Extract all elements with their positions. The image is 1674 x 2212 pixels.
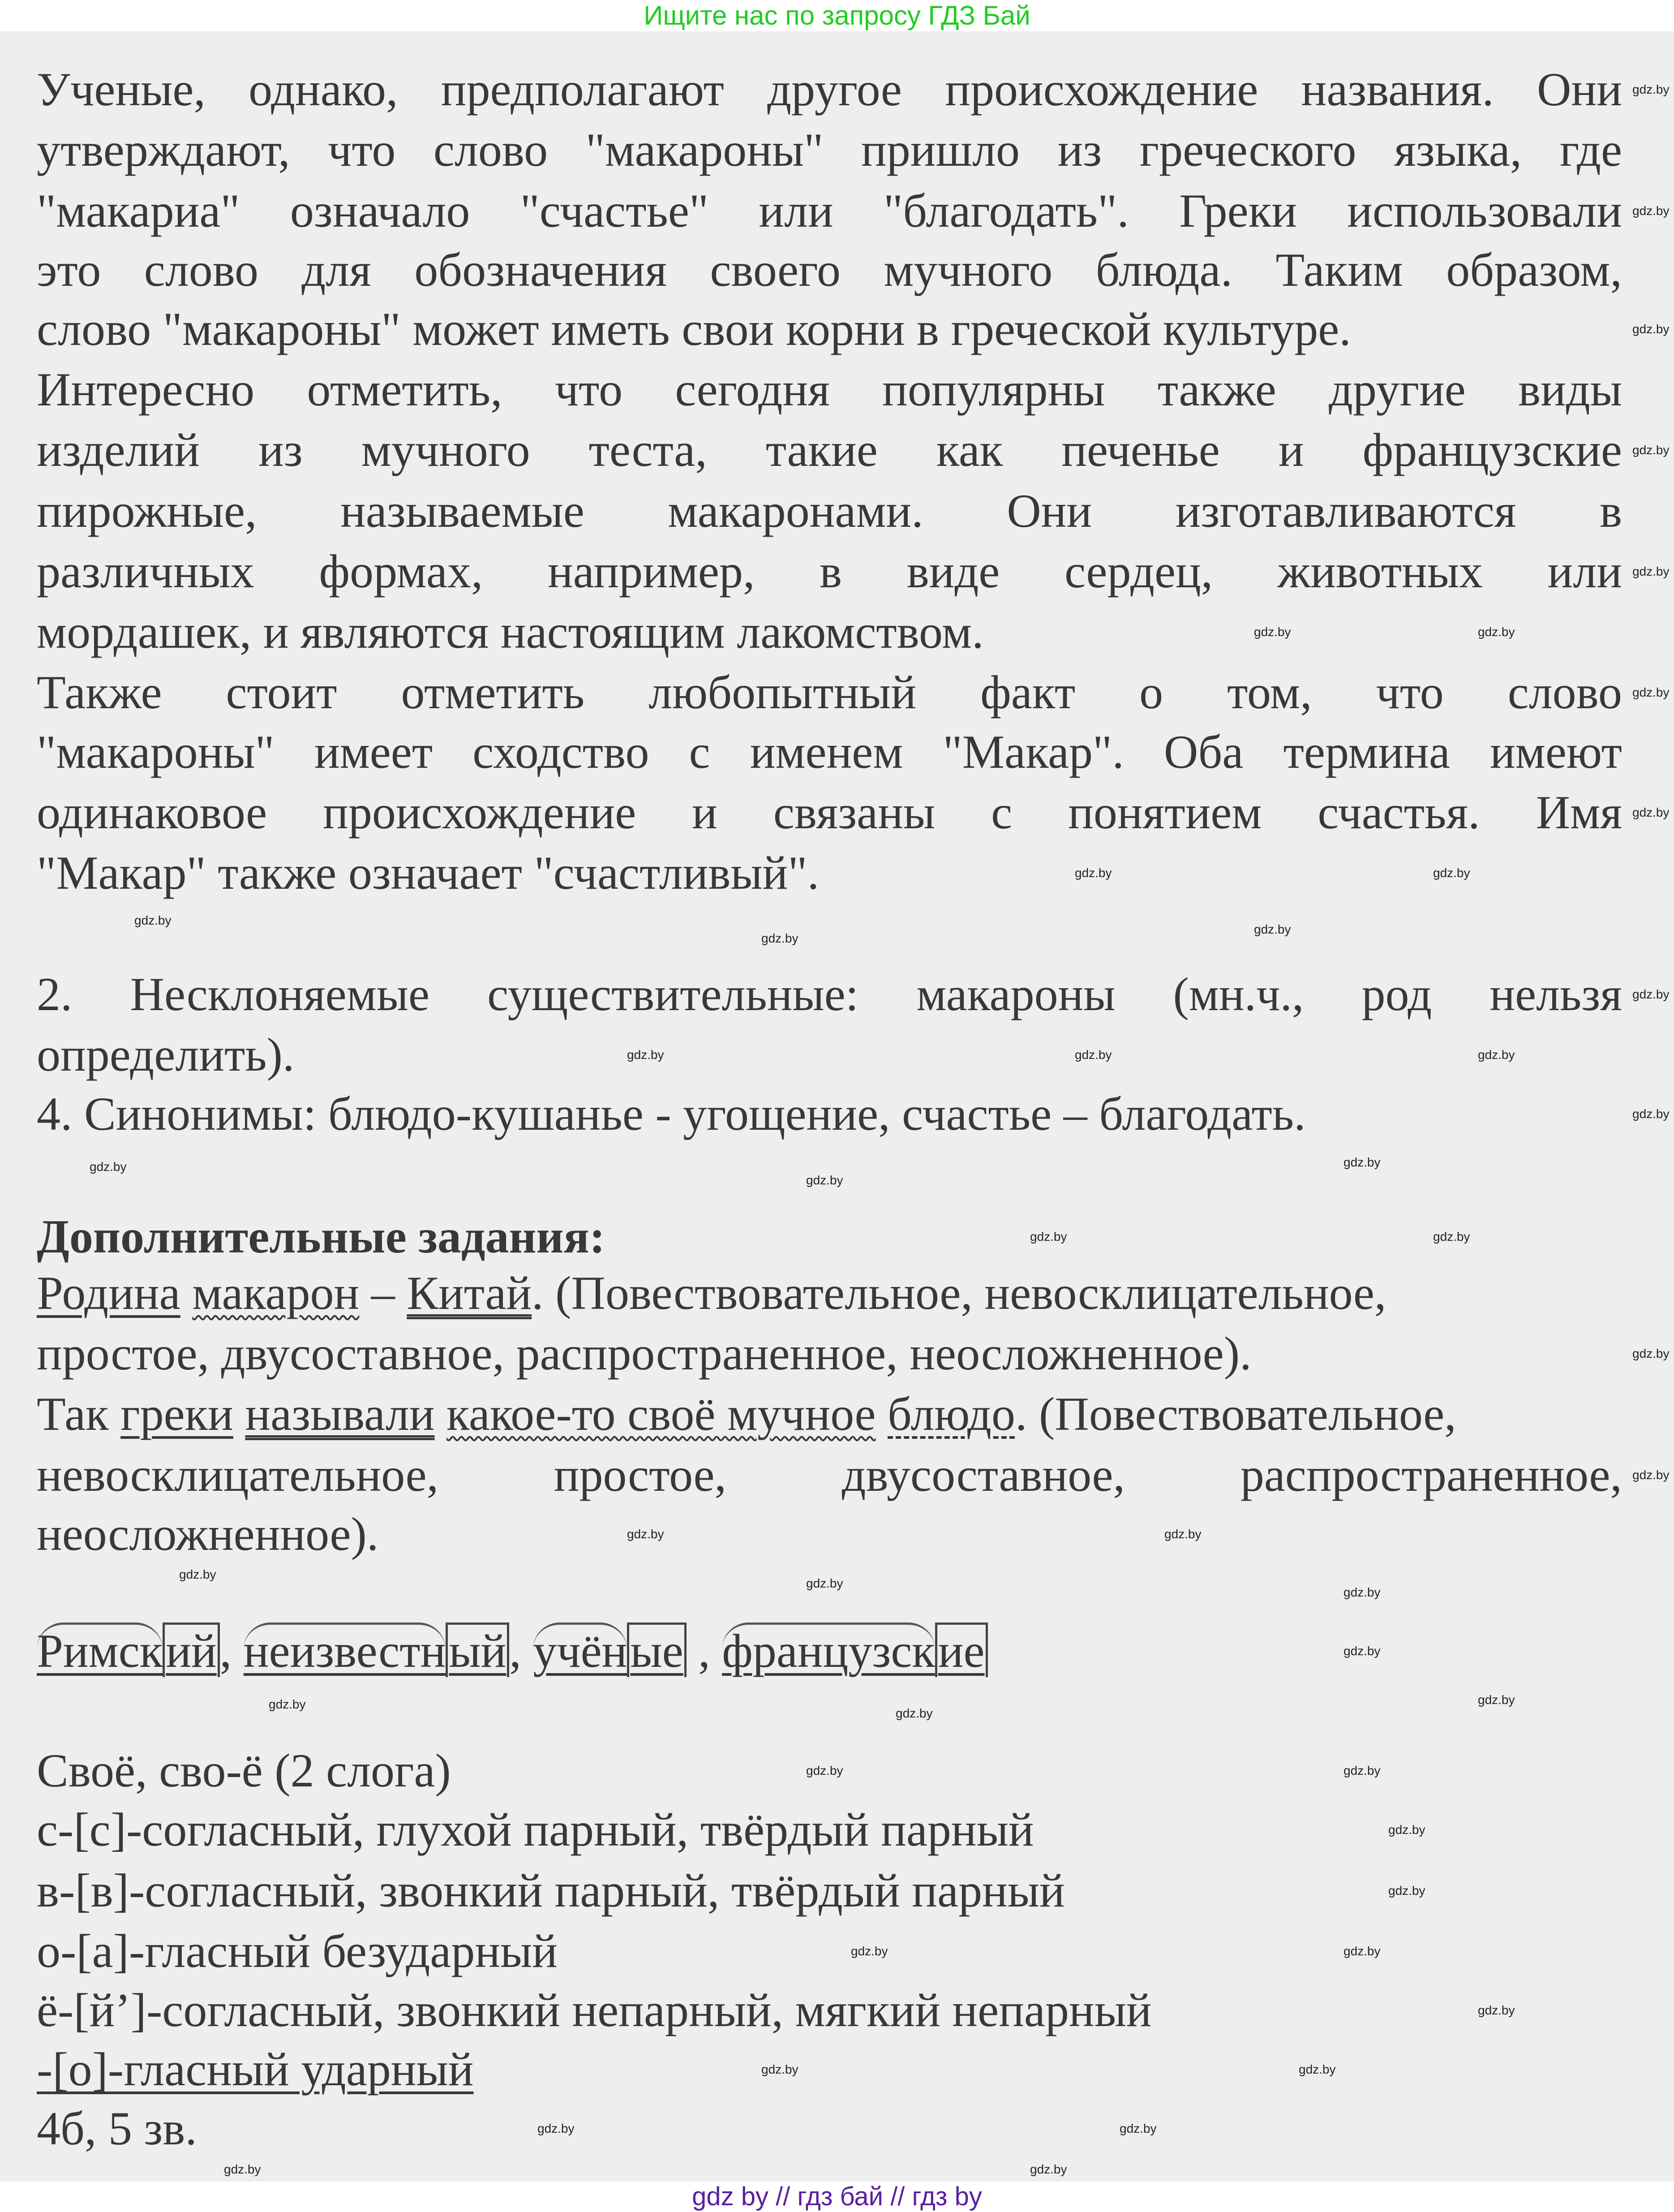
watermark-text: gdz.by (224, 2162, 261, 2176)
text-line (37, 121, 1622, 179)
text-fragment: , (219, 1625, 244, 1677)
text-line (37, 1862, 1065, 1920)
text-fragment (435, 1388, 447, 1440)
text-line (37, 542, 1622, 601)
text-line (37, 603, 984, 661)
text-line (37, 1622, 988, 1680)
annotated-fragment: называли (245, 1388, 435, 1440)
text-fragment: – (359, 1267, 407, 1319)
watermark-text: gdz.by (1632, 322, 1670, 336)
watermark-text: gdz.by (1478, 1693, 1515, 1707)
text-fragment (233, 1388, 245, 1440)
annotated-fragment: греки (120, 1388, 233, 1440)
text-fragment: ё-[й’]-согласный, звонкий непарный, мягкий непарный (37, 1984, 1152, 2036)
watermark-text: gdz.by (1478, 625, 1515, 639)
text-line (37, 1325, 1252, 1383)
watermark-text: gdz.by (1632, 1468, 1670, 1482)
text-fragment: , (686, 1625, 722, 1677)
text-fragment: 2. Несклоняемые существительные: макароны (мн.ч., род нельзя (37, 968, 1622, 1020)
watermark-text: gdz.by (1388, 1884, 1425, 1898)
text-fragment: изделий из мучного теста, такие как печенье и французские (37, 424, 1622, 476)
text-line (37, 2040, 473, 2099)
text-fragment: утверждают, что слово "макароны" пришло из греческого языка, где (37, 124, 1622, 176)
text-fragment: "Макар" также означает "счастливый". (37, 847, 820, 899)
watermark-text: gdz.by (1632, 987, 1670, 1001)
text-line (37, 241, 1622, 299)
text-fragment: невосклицательное, простое, двусоставное, распространенное, (37, 1449, 1622, 1501)
footer-links[interactable]: gdz by // гдз бай // гдз by (0, 2182, 1674, 2212)
text-fragment: о-[а]-гласный безударный (37, 1925, 558, 1977)
watermark-text: gdz.by (761, 931, 798, 945)
watermark-text: gdz.by (1343, 1764, 1381, 1777)
watermark-text: gdz.by (1478, 2003, 1515, 2017)
annotated-fragment: ые (627, 1622, 686, 1677)
text-line (37, 663, 1622, 722)
watermark-text: gdz.by (1632, 805, 1670, 819)
text-line (37, 723, 1622, 781)
watermark-text: gdz.by (1632, 443, 1670, 457)
annotated-fragment: блюдо (888, 1388, 1015, 1440)
text-line (37, 2100, 197, 2158)
text-line (37, 844, 819, 902)
text-line (37, 300, 1351, 358)
watermark-text: gdz.by (1632, 1107, 1670, 1121)
text-fragment: Так (37, 1388, 121, 1440)
text-line (37, 1801, 1034, 1859)
text-fragment: определить). (37, 1029, 295, 1081)
text-fragment: одинаковое происхождение и связаны с понятием счастья. Имя (37, 786, 1622, 839)
watermark-text: gdz.by (1632, 82, 1670, 96)
watermark-text: gdz.by (1632, 204, 1670, 218)
text-fragment (180, 1267, 193, 1319)
watermark-text: gdz.by (179, 1567, 216, 1581)
text-fragment: различных формах, например, в виде сердец, животных или (37, 545, 1622, 598)
watermark-text: gdz.by (1164, 1527, 1202, 1541)
text-line (37, 482, 1622, 540)
watermark-text: gdz.by (1433, 1230, 1470, 1244)
watermark-text: gdz.by (627, 1527, 664, 1541)
text-line (37, 182, 1622, 240)
watermark-text: gdz.by (851, 1944, 888, 1958)
text-fragment: неосложненное). (37, 1508, 379, 1560)
watermark-text: gdz.by (1343, 1585, 1381, 1599)
watermark-text: gdz.by (90, 1160, 127, 1174)
text-fragment: "макариа" означало "счастье" или "благодать". Греки использовали (37, 185, 1622, 237)
text-fragment: простое, двусоставное, распространенное, неосложненное). (37, 1327, 1252, 1380)
text-line (37, 361, 1622, 419)
text-line (37, 1264, 1386, 1322)
watermark-text: gdz.by (1030, 1230, 1067, 1244)
text-line (37, 965, 1622, 1024)
text-line (37, 1981, 1152, 2040)
text-line (37, 1742, 451, 1800)
watermark-text: gdz.by (761, 2062, 798, 2076)
promo-header: Ищите нас по запросу ГДЗ Бай (0, 0, 1674, 31)
watermark-text: gdz.by (806, 1173, 843, 1187)
watermark-text: gdz.by (537, 2122, 575, 2135)
watermark-text: gdz.by (806, 1576, 843, 1590)
watermark-text: gdz.by (1075, 1048, 1112, 1062)
watermark-text: gdz.by (1433, 866, 1470, 880)
text-fragment: в-[в]-согласный, звонкий парный, твёрдый парный (37, 1864, 1065, 1917)
text-line (37, 60, 1622, 119)
text-fragment: пирожные, называемые макаронами. Они изготавливаются в (37, 485, 1622, 537)
text-fragment: . (Повествовательное, (1015, 1388, 1456, 1440)
watermark-text: gdz.by (1254, 922, 1291, 936)
annotated-fragment: французск (722, 1622, 935, 1677)
text-line (37, 1085, 1306, 1143)
text-line (37, 783, 1622, 842)
text-line (37, 1026, 294, 1084)
watermark-text: gdz.by (1030, 2162, 1067, 2176)
watermark-text: gdz.by (1343, 1944, 1381, 1958)
text-line (37, 1922, 558, 1980)
annotated-fragment: макарон (192, 1267, 360, 1319)
annotated-fragment: Римск (37, 1622, 163, 1677)
text-fragment: это слово для обозначения своего мучного блюда. Таким образом, (37, 244, 1622, 296)
text-fragment: Дополнительные задания: (37, 1210, 605, 1263)
watermark-text: gdz.by (1632, 564, 1670, 578)
text-line (37, 1208, 605, 1266)
annotated-fragment: ие (935, 1622, 988, 1677)
text-fragment: слово "макароны" может иметь свои корни в греческой культуре. (37, 303, 1351, 355)
watermark-text: gdz.by (1632, 1347, 1670, 1360)
annotated-fragment: Китай (407, 1267, 532, 1319)
watermark-text: gdz.by (1632, 685, 1670, 699)
annotated-fragment: какое-то своё мучное (446, 1388, 876, 1440)
watermark-text: gdz.by (1254, 625, 1291, 639)
watermark-text: gdz.by (1343, 1155, 1381, 1169)
watermark-text: gdz.by (134, 913, 172, 927)
annotated-fragment: неизвестн (244, 1622, 446, 1677)
watermark-text: gdz.by (1075, 866, 1112, 880)
watermark-text: gdz.by (1299, 2062, 1336, 2076)
annotated-fragment: Родина (37, 1267, 180, 1319)
text-fragment: Интересно отметить, что сегодня популярны также другие виды (37, 363, 1622, 416)
text-fragment: мордашек, и являются настоящим лакомством. (37, 606, 984, 658)
watermark-text: gdz.by (1478, 1048, 1515, 1062)
text-line (37, 1446, 1622, 1504)
annotated-fragment: -[о]-гласный ударный (37, 2043, 474, 2096)
text-line (37, 1505, 378, 1563)
annotated-fragment: учён (533, 1622, 627, 1677)
watermark-text: gdz.by (269, 1697, 306, 1711)
text-line (37, 1385, 1456, 1443)
text-fragment: 4. Синонимы: блюдо-кушанье - угощение, счастье – благодать. (37, 1088, 1306, 1140)
annotated-fragment: ый (446, 1622, 509, 1677)
watermark-text: gdz.by (896, 1706, 933, 1720)
text-fragment: 4б, 5 зв. (37, 2102, 197, 2155)
text-line (37, 421, 1622, 479)
watermark-text: gdz.by (1388, 1823, 1425, 1837)
annotated-fragment: ий (163, 1622, 219, 1677)
text-fragment: с-[с]-согласный, глухой парный, твёрдый парный (37, 1803, 1034, 1856)
text-fragment: , (509, 1625, 533, 1677)
text-fragment: Ученые, однако, предполагают другое происхождение названия. Они (37, 63, 1622, 116)
text-fragment: Также стоит отметить любопытный факт о том, что слово (37, 666, 1622, 719)
text-fragment: . (Повествовательное, невосклицательное, (532, 1267, 1386, 1319)
text-fragment: "макароны" имеет сходство с именем "Макар". Оба термина имеют (37, 726, 1622, 778)
watermark-text: gdz.by (627, 1048, 664, 1062)
watermark-text: gdz.by (806, 1764, 843, 1777)
text-fragment (876, 1388, 888, 1440)
watermark-text: gdz.by (1120, 2122, 1157, 2135)
watermark-text: gdz.by (1343, 1644, 1381, 1658)
text-fragment: Своё, сво-ё (2 слога) (37, 1744, 451, 1797)
